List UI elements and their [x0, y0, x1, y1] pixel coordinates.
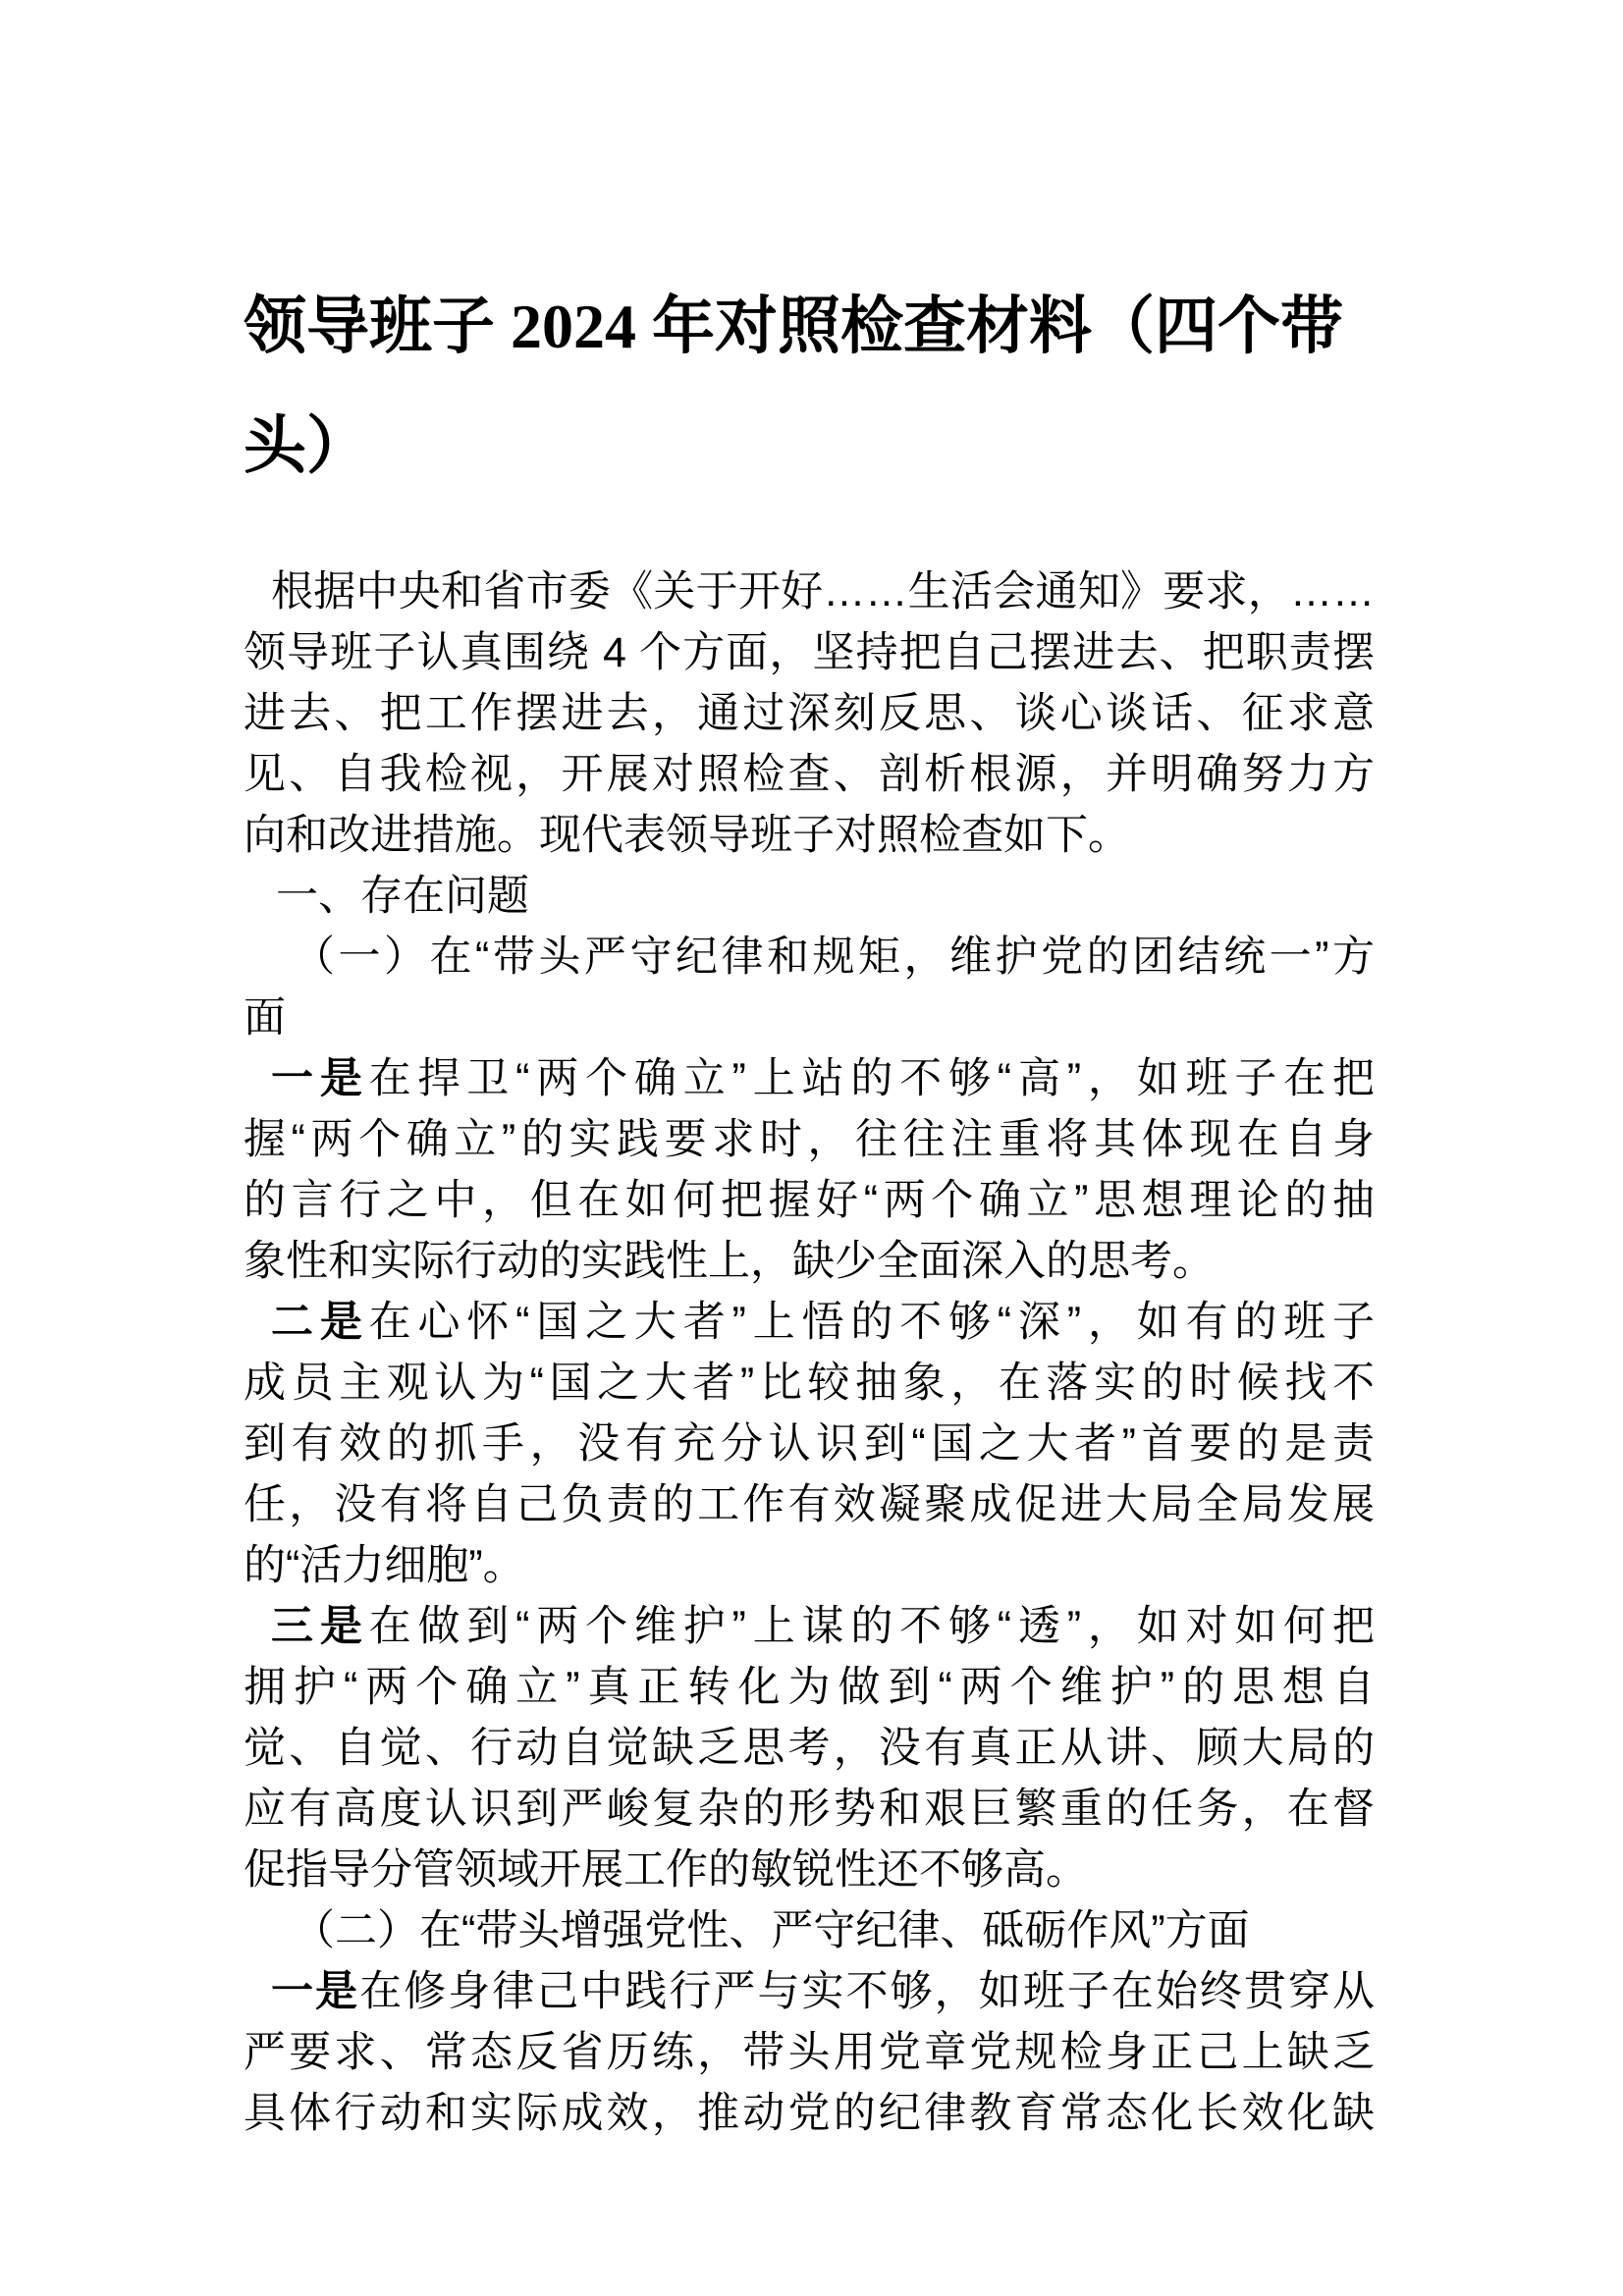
- document-title-line: 领导班子 2024 年对照检查材料（四个带: [243, 292, 1343, 361]
- section-heading: [243, 866, 1375, 927]
- text-run: 应有高度认识到严峻复杂的形势和艰巨繁重的任务，在督: [243, 1786, 1375, 1833]
- text-run: 向和改进措施。现代表领导班子对照检查如下。: [243, 812, 1130, 859]
- text-line: [243, 1840, 1375, 1900]
- text-line: [243, 2022, 1375, 2083]
- text-run: 任，没有将自己负责的工作有效凝聚成促进大局全局发展: [243, 1481, 1375, 1528]
- text-line: [243, 744, 1375, 805]
- text-run: 象性和实际行动的实践性上，缺少全面深入的思考。: [243, 1238, 1215, 1285]
- document-title-line: 头）: [243, 411, 369, 481]
- text-run: 促指导分管领域开展工作的敏锐性还不够高。: [243, 1846, 1088, 1894]
- paragraph-point: [243, 1048, 1375, 1292]
- text-run: 成员主观认为“国之大者”比较抽象，在落实的时候找不: [243, 1360, 1375, 1407]
- text-line: [243, 1353, 1375, 1414]
- paragraph-point: [243, 1596, 1375, 1900]
- text-line: [243, 1231, 1375, 1292]
- text-line: [243, 927, 1375, 988]
- text-line: [243, 622, 1375, 683]
- text-line: [243, 1292, 1375, 1353]
- text-line: [243, 1596, 1375, 1657]
- bold-lead-in: 三是: [271, 1603, 369, 1650]
- text-line: [243, 1718, 1375, 1779]
- text-run: （一）在“带头严守纪律和规矩，维护党的团结统一”方: [293, 934, 1375, 981]
- text-run: 在心怀“国之大者”上悟的不够“深”，如有的班子: [368, 1299, 1376, 1346]
- subsection-heading: [243, 1900, 1375, 1961]
- text-run: 拥护“两个确立”真正转化为做到“两个维护”的思想自: [243, 1664, 1375, 1711]
- bold-lead-in: 二是: [271, 1299, 369, 1346]
- text-line: [243, 1961, 1375, 2022]
- text-line: [243, 1109, 1375, 1170]
- paragraph-point: [243, 1961, 1375, 2144]
- text-run: 在修身律己中践行严与实不够，如班子在始终贯穿从: [359, 1968, 1376, 2015]
- text-line: [243, 866, 1375, 927]
- text-run: 觉、自觉、行动自觉缺乏思考，没有真正从讲、顾大局的: [243, 1725, 1375, 1772]
- text-run: 到有效的抓手，没有充分认识到“国之大者”首要的是责: [243, 1420, 1375, 1468]
- text-run: 在做到“两个维护”上谋的不够“透”，如对如何把: [368, 1603, 1376, 1650]
- document-content: [243, 267, 1375, 2144]
- subsection-heading: [243, 927, 1375, 1048]
- text-line: [243, 1170, 1375, 1231]
- text-run: 具体行动和实际成效，推动党的纪律教育常态化长效化缺: [243, 2090, 1375, 2137]
- text-run: 握“两个确立”的实践要求时，往往注重将其体现在自身: [243, 1116, 1375, 1163]
- text-line: [243, 1657, 1375, 1718]
- text-line: [243, 2083, 1375, 2144]
- paragraph-intro: [243, 561, 1375, 866]
- text-run: （二）在“带头增强党性、严守纪律、砥砺作风”方面: [293, 1907, 1250, 1954]
- text-line: [243, 1535, 1375, 1596]
- text-line: [243, 988, 1375, 1048]
- bold-lead-in: 一是: [271, 1055, 369, 1102]
- text-run: 的“活力细胞”。: [243, 1542, 525, 1589]
- text-run: 进去、把工作摆进去，通过深刻反思、谈心谈话、征求意: [243, 690, 1375, 737]
- text-line: [243, 1474, 1375, 1535]
- text-line: [243, 805, 1375, 866]
- text-run: 面: [243, 994, 286, 1041]
- text-run: 一、存在问题: [276, 873, 529, 920]
- text-line: [243, 1900, 1375, 1961]
- text-line: [243, 1779, 1375, 1840]
- text-line: [243, 1048, 1375, 1109]
- text-run: 严要求、常态反省历练，带头用党章党规检身正己上缺乏: [243, 2029, 1375, 2076]
- text-line: [243, 561, 1375, 622]
- text-run: 在捍卫“两个确立”上站的不够“高”，如班子在把: [368, 1055, 1376, 1102]
- text-run: 的言行之中，但在如何把握好“两个确立”思想理论的抽: [243, 1177, 1375, 1224]
- text-line: [243, 683, 1375, 744]
- paragraph-point: [243, 1292, 1375, 1596]
- text-run: 见、自我检视，开展对照检查、剖析根源，并明确努力方: [243, 751, 1375, 798]
- text-line: [243, 1414, 1375, 1474]
- text-run: 根据中央和省市委《关于开好……生活会通知》要求，……: [271, 568, 1375, 615]
- document-title: [243, 267, 1375, 507]
- text-run: 领导班子认真围绕 4 个方面，坚持把自己摆进去、把职责摆: [243, 629, 1375, 676]
- bold-lead-in: 一是: [271, 1968, 360, 2015]
